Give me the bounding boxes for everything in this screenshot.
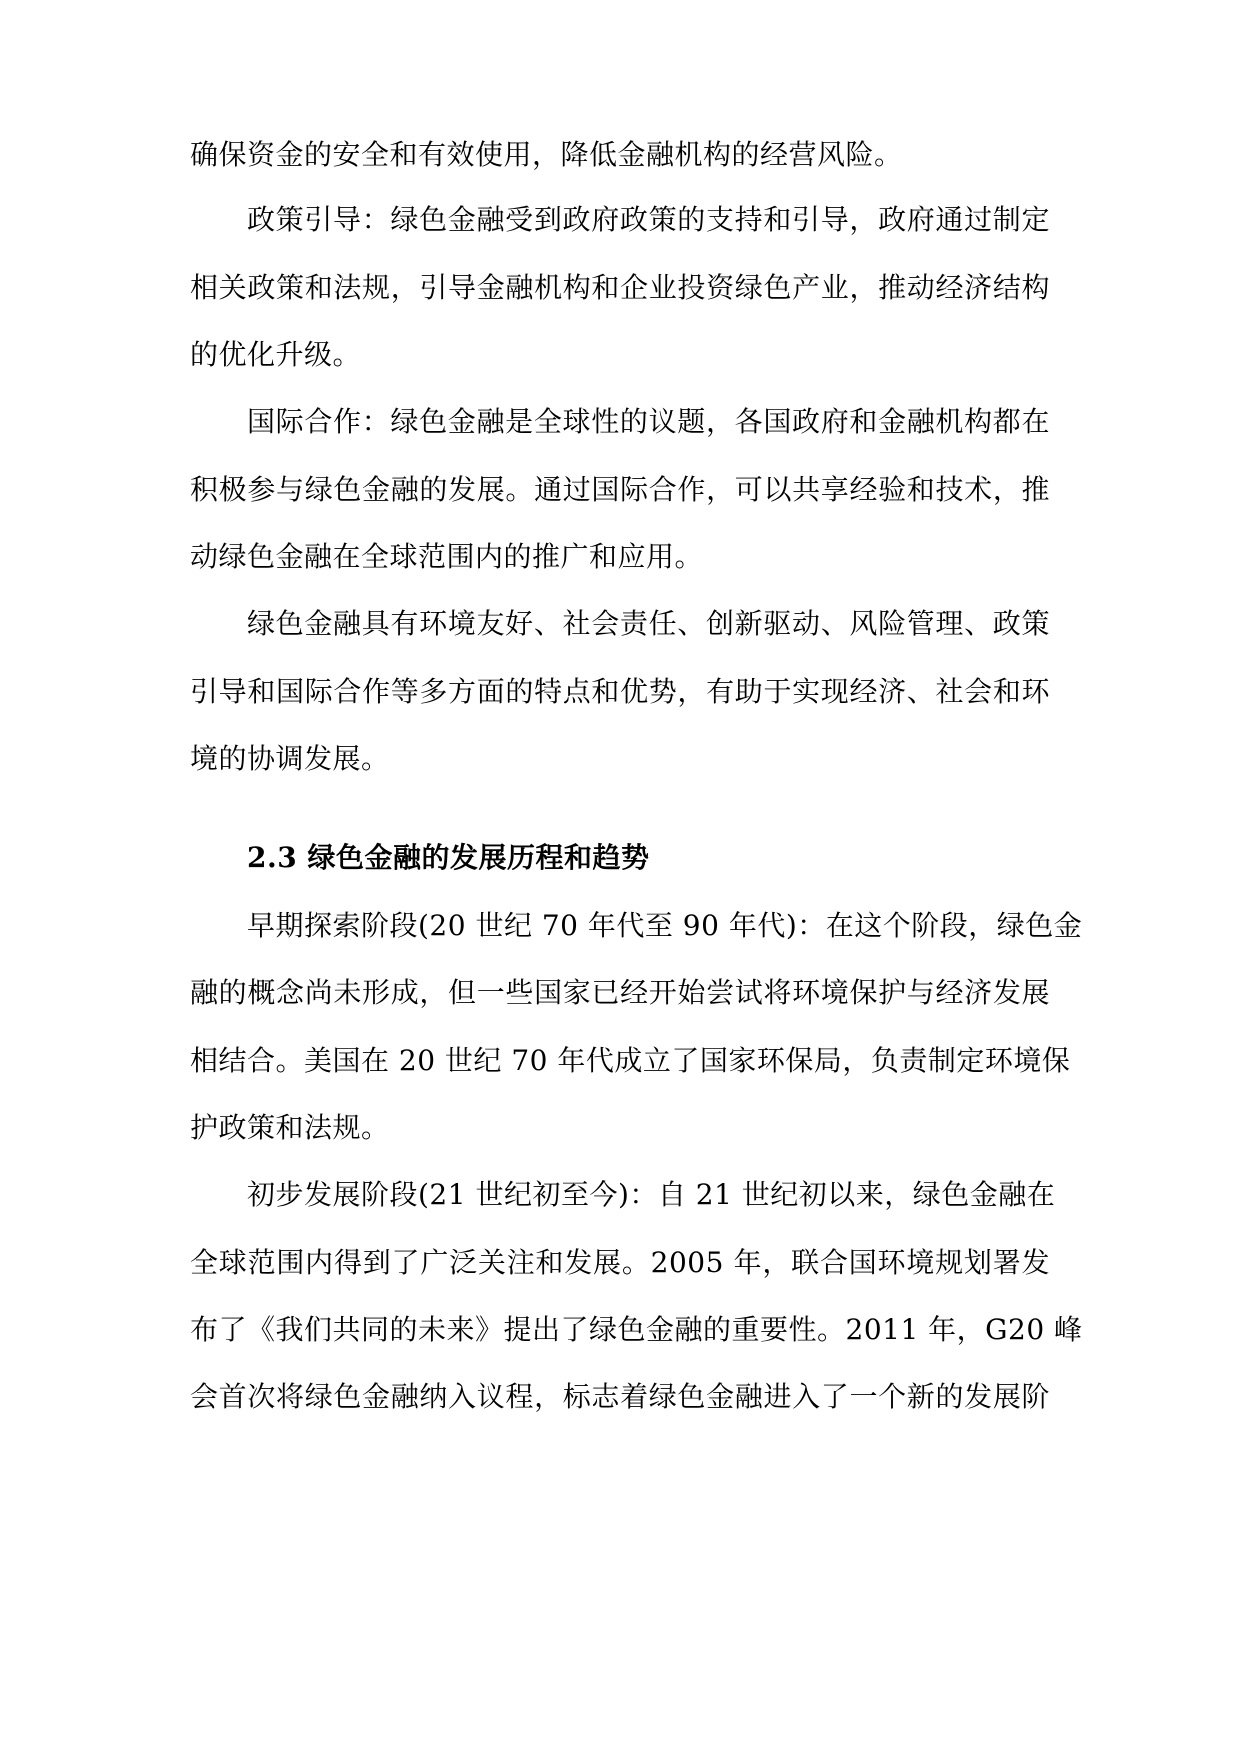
paragraph-line: 确保资金的安全和有效使用，降低金融机构的经营风险。 — [190, 138, 903, 171]
paragraph-line: 初步发展阶段(21 世纪初至今)：自 21 世纪初以来，绿色金融在 — [247, 1178, 1056, 1211]
paragraph-line: 积极参与绿色金融的发展。通过国际合作，可以共享经验和技术，推 — [190, 473, 1050, 506]
paragraph-line: 布了《我们共同的未来》提出了绿色金融的重要性。2011 年，G20 峰 — [190, 1313, 1083, 1346]
paragraph-line: 相结合。美国在 20 世纪 70 年代成立了国家环保局，负责制定环境保 — [190, 1044, 1071, 1077]
paragraph-line: 政策引导：绿色金融受到政府政策的支持和引导，政府通过制定 — [247, 203, 1050, 236]
paragraph-line: 境的协调发展。 — [190, 742, 390, 775]
paragraph-line: 国际合作：绿色金融是全球性的议题，各国政府和金融机构都在 — [247, 405, 1050, 438]
paragraph-line: 全球范围内得到了广泛关注和发展。2005 年，联合国环境规划署发 — [190, 1246, 1050, 1279]
paragraph-line: 护政策和法规。 — [190, 1111, 390, 1144]
paragraph-line: 动绿色金融在全球范围内的推广和应用。 — [190, 540, 704, 573]
paragraph-line: 引导和国际合作等多方面的特点和优势，有助于实现经济、社会和环 — [190, 675, 1050, 708]
paragraph-line: 融的概念尚未形成，但一些国家已经开始尝试将环境保护与经济发展 — [190, 976, 1050, 1009]
section-heading: 2.3 绿色金融的发展历程和趋势 — [247, 841, 650, 874]
paragraph-line: 的优化升级。 — [190, 338, 362, 371]
paragraph-line: 会首次将绿色金融纳入议程，标志着绿色金融进入了一个新的发展阶 — [190, 1380, 1050, 1413]
paragraph-line: 绿色金融具有环境友好、社会责任、创新驱动、风险管理、政策 — [247, 607, 1050, 640]
paragraph-line: 相关政策和法规，引导金融机构和企业投资绿色产业，推动经济结构 — [190, 271, 1050, 304]
paragraph-line: 早期探索阶段(20 世纪 70 年代至 90 年代)：在这个阶段，绿色金 — [247, 909, 1083, 942]
